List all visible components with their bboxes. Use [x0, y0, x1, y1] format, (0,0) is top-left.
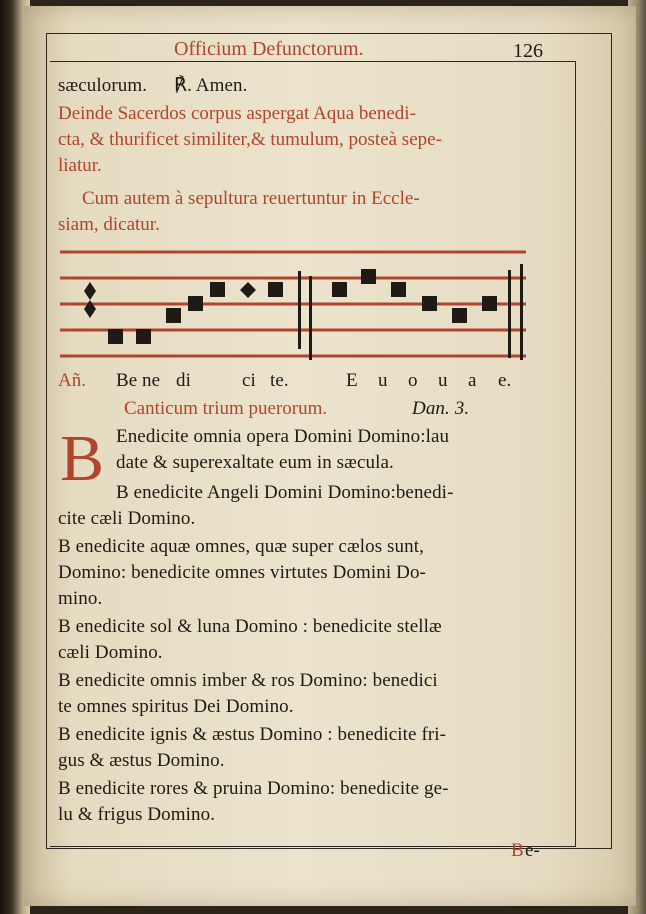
chant-syllable: E [346, 370, 358, 391]
text-line-saeculorum: sæculorum. [58, 75, 148, 96]
chant-syllable: di [176, 370, 191, 391]
note [268, 282, 283, 297]
note [482, 296, 497, 311]
chant-staff [58, 244, 538, 364]
page-number: 126 [513, 40, 543, 62]
note [391, 282, 406, 297]
staff-lines [60, 252, 526, 356]
verse-line: lu & frigus Domino. [58, 804, 216, 825]
canticle-reference: Dan. 3. [412, 398, 470, 419]
chant-syllable: e. [498, 370, 512, 391]
rubric-line-1: Deinde Sacerdos corpus aspergat Aqua benedi- [58, 103, 416, 124]
verse-line: date & superexaltate eum in sæcula. [116, 452, 394, 473]
note [361, 269, 376, 284]
note [452, 308, 467, 323]
book-page [24, 6, 636, 906]
chant-syllable: u [438, 370, 448, 391]
verse-line: B enedicite ignis & æstus Domino : benedicite fri- [58, 724, 447, 745]
final-bar [520, 264, 523, 360]
verse-line: B enedicite omnis imber & ros Domino: benedici [58, 670, 438, 691]
verse-line: mino. [58, 588, 103, 609]
rubric-line-4: Cum autem à sepultura reuertuntur in Eccle- [82, 188, 420, 209]
text-line-amen: ℟. Amen. [174, 75, 248, 96]
note [332, 282, 347, 297]
rubric-line-3: liatur. [58, 155, 102, 176]
final-bar [508, 270, 511, 358]
note [136, 329, 151, 344]
verse-line: te omnes spiritus Dei Domino. [58, 696, 294, 717]
catchword-rest: e- [525, 840, 540, 861]
catchword-initial: B [511, 840, 524, 861]
rubric-line-5: siam, dicatur. [58, 214, 160, 235]
chant-syllable: te. [270, 370, 289, 391]
clef-mark [84, 282, 96, 300]
canticle-title: Canticum trium puerorum. [124, 398, 328, 419]
chant-syllable: u [378, 370, 388, 391]
verse-line: Domino: benedicite omnes virtutes Domini Do- [58, 562, 426, 583]
verse-line: cæli Domino. [58, 642, 163, 663]
verse-line: Enedicite omnia opera Domini Domino:lau [116, 426, 450, 447]
note [108, 329, 123, 344]
note [188, 296, 203, 311]
antiphon-mark: Añ. [58, 370, 86, 391]
division-bar [298, 271, 301, 349]
verse-line: B enedicite Angeli Domini Domino:benedi- [116, 482, 454, 503]
verse-line: cite cæli Domino. [58, 508, 196, 529]
verse-line: B enedicite sol & luna Domino : benedicite stellæ [58, 616, 442, 637]
division-bar [309, 276, 312, 360]
chant-syllable: Be [116, 370, 138, 391]
note [422, 296, 437, 311]
note [166, 308, 181, 323]
verse-line: gus & æstus Domino. [58, 750, 225, 771]
rubric-line-2: cta, & thurificet similiter,& tumulum, posteà sepe- [58, 129, 442, 150]
note [210, 282, 225, 297]
note-rhombus [240, 282, 256, 298]
chant-syllable: ci [242, 370, 256, 391]
drop-capital: B [60, 422, 105, 495]
chant-syllable: a [468, 370, 477, 391]
running-title: Officium Defunctorum. [174, 38, 364, 60]
verse-line: B enedicite rores & pruina Domino: benedicite ge- [58, 778, 449, 799]
chant-syllable: ne [142, 370, 161, 391]
chant-syllable: o [408, 370, 418, 391]
verse-line: B enedicite aquæ omnes, quæ super cælos sunt, [58, 536, 424, 557]
